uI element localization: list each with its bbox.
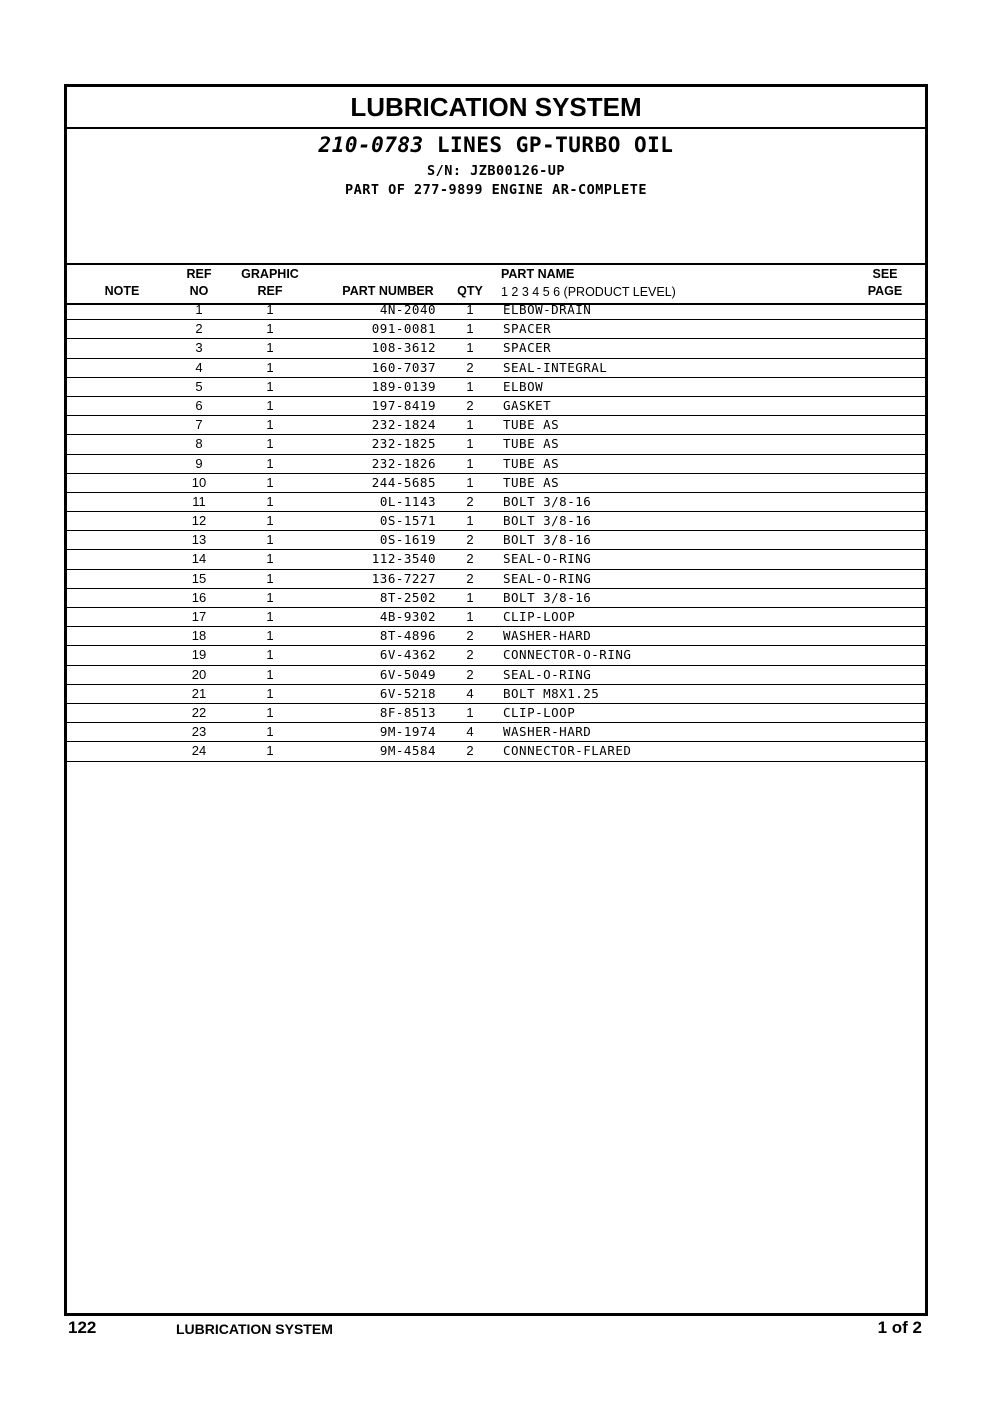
row-graphic-ref: 1: [266, 551, 274, 567]
row-ref-no: 13: [191, 532, 207, 548]
row-qty: 2: [466, 359, 474, 375]
row-qty: 2: [466, 397, 474, 413]
row-graphic-ref: 1: [266, 321, 274, 337]
title-band: [67, 87, 925, 129]
row-qty: 4: [466, 685, 474, 701]
row-graphic-ref: 1: [266, 743, 274, 759]
row-graphic-ref: 1: [266, 628, 274, 644]
row-qty: 2: [466, 647, 474, 663]
footer-page-number: 122: [68, 1318, 97, 1337]
row-ref-no: 18: [191, 628, 207, 644]
row-qty: 1: [466, 513, 474, 529]
row-part-number: 0S-1619: [379, 532, 436, 548]
row-part-name: SPACER: [503, 321, 552, 337]
row-graphic-ref: 1: [266, 570, 274, 586]
row-part-number: 0L-1143: [379, 493, 436, 509]
row-qty: 1: [466, 455, 474, 471]
row-part-number: 232-1826: [371, 455, 436, 471]
row-graphic-ref: 1: [266, 704, 274, 720]
table-row: [67, 723, 925, 742]
row-ref-no: 22: [191, 704, 207, 720]
row-qty: 1: [466, 704, 474, 720]
row-part-name: BOLT 3/8-16: [503, 513, 592, 529]
table-row: [67, 742, 925, 761]
row-graphic-ref: 1: [266, 666, 274, 682]
row-qty: 1: [466, 340, 474, 356]
row-qty: 1: [466, 321, 474, 337]
row-qty: 1: [466, 436, 474, 452]
table-row: [67, 550, 925, 569]
table-row: [67, 359, 925, 378]
header-graphic-top: GRAPHIC: [241, 267, 299, 281]
row-ref-no: 7: [195, 417, 203, 433]
row-ref-no: 23: [191, 724, 207, 740]
row-part-number: 6V-5218: [379, 685, 436, 701]
row-ref-no: 11: [192, 493, 206, 509]
row-part-name: ELBOW-DRAIN: [503, 302, 592, 317]
row-ref-no: 24: [191, 743, 207, 759]
header-graphic-ref: [235, 266, 305, 300]
row-qty: 1: [466, 589, 474, 605]
row-qty: 1: [466, 378, 474, 394]
row-part-number: 244-5685: [371, 474, 436, 490]
row-part-number: 6V-5049: [379, 666, 436, 682]
row-ref-no: 10: [191, 474, 207, 490]
row-part-name: TUBE AS: [503, 474, 560, 490]
row-qty: 1: [466, 609, 474, 624]
table-row: [67, 397, 925, 416]
row-ref-no: 21: [191, 685, 207, 701]
row-ref-no: 17: [191, 609, 207, 624]
header-ref-top: REF: [186, 267, 212, 281]
parts-page-frame: [64, 84, 928, 1316]
row-ref-no: 14: [191, 551, 207, 567]
row-part-name: BOLT M8X1.25: [503, 685, 600, 701]
row-qty: 2: [466, 628, 474, 644]
row-ref-no: 5: [195, 378, 203, 394]
row-part-name: WASHER-HARD: [503, 628, 592, 644]
row-part-name: BOLT 3/8-16: [503, 589, 592, 605]
parts-table-body: [67, 301, 925, 762]
row-graphic-ref: 1: [266, 685, 274, 701]
row-qty: 2: [466, 493, 474, 509]
table-row: [67, 589, 925, 608]
row-part-number: 112-3540: [371, 551, 436, 567]
header-qty: QTY: [457, 284, 483, 298]
table-row: [67, 704, 925, 723]
header-part-name: PART NAME: [501, 267, 575, 281]
row-ref-no: 15: [191, 570, 207, 586]
row-qty: 4: [466, 724, 474, 740]
header-ref-bottom: NO: [189, 284, 209, 298]
row-graphic-ref: 1: [266, 474, 274, 490]
table-row: [67, 666, 925, 685]
serial-number-range: S/N: JZB00126-UP: [426, 163, 566, 179]
row-part-name: ELBOW: [503, 378, 544, 394]
table-row: [67, 416, 925, 435]
row-graphic-ref: 1: [266, 513, 274, 529]
row-graphic-ref: 1: [266, 589, 274, 605]
row-part-number: 0S-1571: [379, 513, 436, 529]
table-row: [67, 608, 925, 627]
row-part-number: 189-0139: [371, 378, 436, 394]
row-graphic-ref: 1: [266, 397, 274, 413]
row-part-number: 9M-4584: [379, 743, 436, 759]
row-part-number: 160-7037: [371, 359, 436, 375]
row-part-number: 136-7227: [371, 570, 436, 586]
row-part-number: 9M-1974: [379, 724, 436, 740]
header-product-level: 1 2 3 4 5 6 (PRODUCT LEVEL): [501, 285, 676, 299]
row-qty: 1: [466, 417, 474, 433]
header-see-top: SEE: [872, 267, 898, 281]
header-part-number: PART NUMBER: [342, 284, 434, 298]
table-row: [67, 455, 925, 474]
row-qty: 2: [466, 551, 474, 567]
row-ref-no: 16: [191, 589, 207, 605]
row-ref-no: 20: [191, 666, 207, 682]
page-title: LUBRICATION SYSTEM: [350, 92, 642, 122]
row-qty: 1: [466, 302, 474, 317]
header-see-page: [859, 266, 911, 300]
row-part-name: CLIP-LOOP: [503, 609, 576, 624]
row-ref-no: 6: [195, 397, 203, 413]
row-part-name: SEAL-O-RING: [503, 570, 592, 586]
row-part-number: 4B-9302: [379, 609, 436, 624]
footer-page-of: 1 of 2: [877, 1318, 922, 1337]
table-row: [67, 627, 925, 646]
row-part-number: 232-1824: [371, 417, 436, 433]
row-graphic-ref: 1: [266, 455, 274, 471]
row-graphic-ref: 1: [266, 493, 274, 509]
table-row: [67, 570, 925, 589]
row-graphic-ref: 1: [266, 378, 274, 394]
row-part-number: 197-8419: [371, 397, 436, 413]
row-part-name: GASKET: [503, 397, 552, 413]
row-part-name: CLIP-LOOP: [503, 704, 576, 720]
group-name: LINES GP-TURBO OIL: [436, 133, 674, 157]
table-row: [67, 646, 925, 665]
header-see-bottom: PAGE: [867, 284, 903, 298]
group-part-number: 210-0783: [318, 133, 424, 157]
row-part-name: TUBE AS: [503, 436, 560, 452]
row-ref-no: 9: [195, 455, 203, 471]
row-graphic-ref: 1: [266, 532, 274, 548]
table-row: [67, 493, 925, 512]
row-ref-no: 2: [195, 321, 203, 337]
row-part-name: SEAL-O-RING: [503, 551, 592, 567]
table-row: [67, 474, 925, 493]
row-part-number: 8T-2502: [379, 589, 436, 605]
row-qty: 2: [466, 532, 474, 548]
table-row: [67, 531, 925, 550]
row-part-name: WASHER-HARD: [503, 724, 592, 740]
row-part-number: 108-3612: [371, 340, 436, 356]
row-graphic-ref: 1: [266, 436, 274, 452]
table-row: [67, 320, 925, 339]
page-footer: [0, 1316, 993, 1346]
table-row: [67, 685, 925, 704]
row-qty: 2: [466, 666, 474, 682]
table-row: [67, 378, 925, 397]
row-part-name: TUBE AS: [503, 417, 560, 433]
table-row: [67, 435, 925, 454]
footer-section-title: LUBRICATION SYSTEM: [176, 1321, 333, 1337]
row-qty: 2: [466, 570, 474, 586]
row-part-number: 6V-4362: [379, 647, 436, 663]
row-ref-no: 4: [195, 359, 203, 375]
row-graphic-ref: 1: [266, 647, 274, 663]
row-ref-no: 19: [191, 647, 207, 663]
row-part-name: SEAL-INTEGRAL: [503, 359, 608, 375]
header-note: NOTE: [104, 284, 140, 298]
row-part-number: 232-1825: [371, 436, 436, 452]
row-part-number: 8T-4896: [379, 628, 436, 644]
table-row: [67, 301, 925, 320]
row-graphic-ref: 1: [266, 417, 274, 433]
row-part-number: 8F-8513: [379, 704, 436, 720]
table-row: [67, 339, 925, 358]
part-of-line: PART OF 277-9899 ENGINE AR-COMPLETE: [345, 182, 647, 198]
row-graphic-ref: 1: [266, 359, 274, 375]
row-part-name: TUBE AS: [503, 455, 560, 471]
row-part-name: CONNECTOR-O-RING: [503, 647, 632, 663]
table-header: [67, 263, 925, 305]
row-part-name: SPACER: [503, 340, 552, 356]
row-part-name: SEAL-O-RING: [503, 666, 592, 682]
row-part-number: 4N-2040: [379, 302, 436, 317]
row-graphic-ref: 1: [266, 609, 274, 624]
row-graphic-ref: 1: [266, 340, 274, 356]
row-part-name: BOLT 3/8-16: [503, 532, 592, 548]
group-title: [67, 132, 925, 158]
row-qty: 1: [466, 474, 474, 490]
row-graphic-ref: 1: [266, 302, 274, 317]
row-qty: 2: [466, 743, 474, 759]
row-ref-no: 12: [191, 513, 207, 529]
row-part-name: CONNECTOR-FLARED: [503, 743, 632, 759]
header-ref-no: [179, 266, 219, 300]
row-ref-no: 3: [195, 340, 203, 356]
header-graphic-bottom: REF: [257, 284, 283, 298]
row-part-number: 091-0081: [371, 321, 436, 337]
row-ref-no: 1: [195, 302, 203, 317]
table-row: [67, 512, 925, 531]
row-ref-no: 8: [195, 436, 203, 452]
row-graphic-ref: 1: [266, 724, 274, 740]
row-part-name: BOLT 3/8-16: [503, 493, 592, 509]
